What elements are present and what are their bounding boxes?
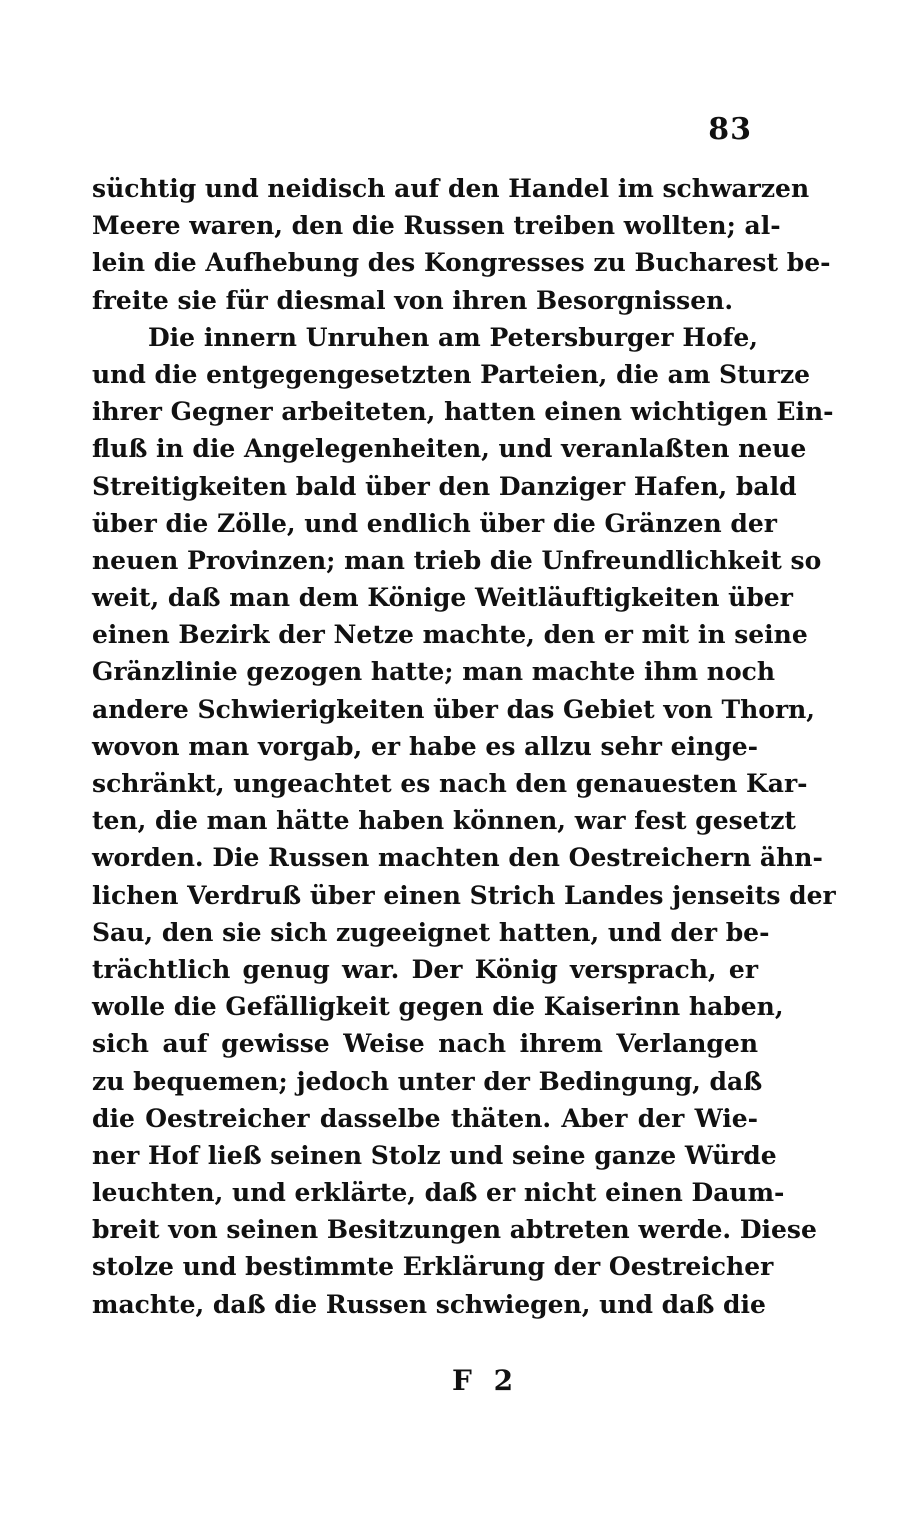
text-line: andere Schwierigkeiten über das Gebiet von Thorn, xyxy=(92,694,815,724)
text-line: wovon man vorgab, er habe es allzu sehr einge- xyxy=(92,731,758,761)
text-line: ihrer Gegner arbeiteten, hatten einen wichtigen Ein- xyxy=(92,397,834,427)
text-line: einen Bezirk der Netze machte, den er mit in seine xyxy=(92,620,808,650)
signature-mark: F 2 xyxy=(452,1364,520,1397)
text-line: Sau, den sie sich zugeeignet hatten, und der be- xyxy=(92,917,770,947)
text-line: machte, daß die Russen schwiegen, und daß die xyxy=(92,1289,766,1319)
text-line: trächtlich genug war. Der König versprach, er xyxy=(92,954,758,984)
page-number: 83 xyxy=(708,112,752,147)
text-line: breit von seinen Besitzungen abtreten werde. Diese xyxy=(92,1215,817,1245)
body-text xyxy=(92,170,836,1323)
text-line: ten, die man hätte haben können, war fest gesetzt xyxy=(92,806,796,836)
text-line: fluß in die Angelegenheiten, und veranlaßten neue xyxy=(92,434,807,464)
text-line: wolle die Gefälligkeit gegen die Kaiserinn haben, xyxy=(92,992,784,1022)
text-line: sich auf gewisse Weise nach ihrem Verlangen xyxy=(92,1029,758,1059)
text-line: Meere waren, den die Russen treiben wollten; al- xyxy=(92,211,781,241)
text-line: stolze und bestimmte Erklärung der Oestreicher xyxy=(92,1252,774,1282)
text-line: und die entgegengesetzten Parteien, die am Sturze xyxy=(92,359,811,389)
text-line: ner Hof ließ seinen Stolz und seine ganze Würde xyxy=(92,1140,777,1170)
text-line: neuen Provinzen; man trieb die Unfreundlichkeit so xyxy=(92,545,822,575)
paragraph-first-line: Die innern Unruhen am Petersburger Hofe, xyxy=(148,322,758,352)
text-line: die Oestreicher dasselbe thäten. Aber der Wie- xyxy=(92,1103,758,1133)
text-line: weit, daß man dem Könige Weitläuftigkeiten über xyxy=(92,583,793,613)
text-line: über die Zölle, und endlich über die Gränzen der xyxy=(92,508,777,538)
text-line: schränkt, ungeachtet es nach den genauesten Kar- xyxy=(92,769,808,798)
text-line: Gränzlinie gezogen hatte; man machte ihm noch xyxy=(92,657,776,687)
text-line: freite sie für diesmal von ihren Besorgnissen. xyxy=(92,285,734,315)
text-line: lein die Aufhebung des Kongresses zu Bucharest be- xyxy=(92,248,831,278)
text-line: Streitigkeiten bald über den Danziger Hafen, bald xyxy=(92,471,797,501)
text-line: lichen Verdruß über einen Strich Landes jenseits der xyxy=(92,880,836,910)
text-line: leuchten, und erklärte, daß er nicht einen Daum- xyxy=(92,1178,785,1208)
text-line: süchtig und neidisch auf den Handel im schwarzen xyxy=(92,174,810,203)
text-line: zu bequemen; jedoch unter der Bedingung, daß xyxy=(92,1066,763,1096)
text-line: worden. Die Russen machten den Oestreichern ähn- xyxy=(92,843,823,873)
